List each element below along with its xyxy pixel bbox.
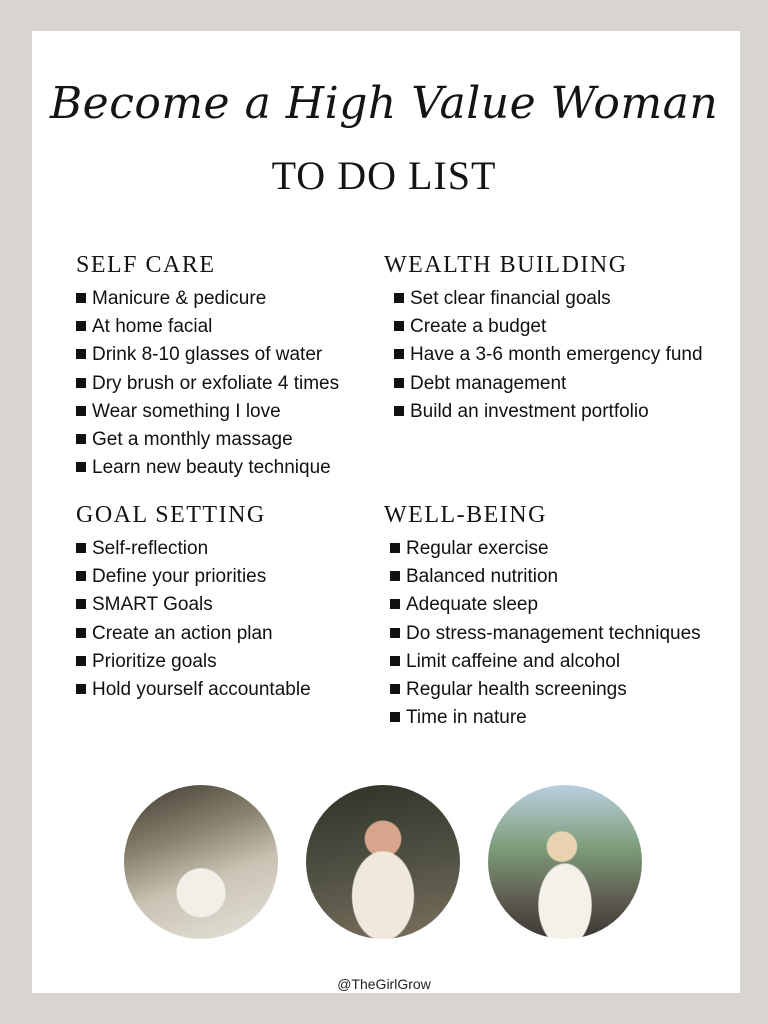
section-heading: WEALTH BUILDING bbox=[384, 252, 628, 278]
square-bullet-icon bbox=[390, 684, 400, 694]
list-item: Time in nature bbox=[384, 704, 701, 732]
square-bullet-icon bbox=[76, 462, 86, 472]
square-bullet-icon bbox=[390, 599, 400, 609]
list-item: Dry brush or exfoliate 4 times bbox=[76, 370, 339, 398]
list-item: Prioritize goals bbox=[76, 648, 311, 676]
square-bullet-icon bbox=[76, 684, 86, 694]
photo-circle-left bbox=[124, 785, 278, 939]
list-item: Self-reflection bbox=[76, 535, 311, 563]
list-item: Have a 3-6 month emergency fund bbox=[384, 341, 703, 369]
square-bullet-icon bbox=[390, 543, 400, 553]
square-bullet-icon bbox=[390, 656, 400, 666]
checklist bbox=[384, 285, 703, 426]
section-well-being bbox=[384, 502, 701, 732]
square-bullet-icon bbox=[76, 656, 86, 666]
list-item: At home facial bbox=[76, 313, 339, 341]
square-bullet-icon bbox=[76, 293, 86, 303]
square-bullet-icon bbox=[390, 712, 400, 722]
section-goal-setting bbox=[76, 502, 311, 704]
list-item: Set clear financial goals bbox=[384, 285, 703, 313]
checklist bbox=[76, 285, 339, 482]
list-item: Debt management bbox=[384, 370, 703, 398]
square-bullet-icon bbox=[76, 628, 86, 638]
list-item: Wear something I love bbox=[76, 398, 339, 426]
square-bullet-icon bbox=[394, 293, 404, 303]
list-item: Hold yourself accountable bbox=[76, 676, 311, 704]
list-item: Balanced nutrition bbox=[384, 563, 701, 591]
square-bullet-icon bbox=[76, 406, 86, 416]
social-handle: @TheGirlGrow bbox=[337, 976, 431, 992]
list-item: Regular health screenings bbox=[384, 676, 701, 704]
section-heading: GOAL SETTING bbox=[76, 502, 266, 528]
square-bullet-icon bbox=[394, 406, 404, 416]
square-bullet-icon bbox=[76, 321, 86, 331]
square-bullet-icon bbox=[76, 599, 86, 609]
list-item: Get a monthly massage bbox=[76, 426, 339, 454]
square-bullet-icon bbox=[76, 349, 86, 359]
checklist bbox=[76, 535, 311, 704]
list-item: Drink 8-10 glasses of water bbox=[76, 341, 339, 369]
list-item: Create a budget bbox=[384, 313, 703, 341]
photo-circle-center bbox=[306, 785, 460, 939]
square-bullet-icon bbox=[394, 378, 404, 388]
list-item: Limit caffeine and alcohol bbox=[384, 648, 701, 676]
square-bullet-icon bbox=[394, 349, 404, 359]
poster-title: Become a High Value Woman bbox=[49, 78, 719, 129]
square-bullet-icon bbox=[390, 571, 400, 581]
list-item: Do stress-management techniques bbox=[384, 620, 701, 648]
list-item: Learn new beauty technique bbox=[76, 454, 339, 482]
list-item: Create an action plan bbox=[76, 620, 311, 648]
list-item: Define your priorities bbox=[76, 563, 311, 591]
photo-circle-right bbox=[488, 785, 642, 939]
square-bullet-icon bbox=[76, 571, 86, 581]
poster-subtitle: TO DO LIST bbox=[271, 153, 497, 198]
list-item: Manicure & pedicure bbox=[76, 285, 339, 313]
checklist bbox=[384, 535, 701, 732]
section-heading: WELL-BEING bbox=[384, 502, 547, 528]
square-bullet-icon bbox=[76, 378, 86, 388]
section-wealth-building bbox=[384, 252, 703, 426]
list-item: Regular exercise bbox=[384, 535, 701, 563]
section-self-care bbox=[76, 252, 339, 482]
square-bullet-icon bbox=[76, 543, 86, 553]
section-heading: SELF CARE bbox=[76, 252, 216, 278]
square-bullet-icon bbox=[76, 434, 86, 444]
list-item: SMART Goals bbox=[76, 591, 311, 619]
square-bullet-icon bbox=[394, 321, 404, 331]
list-item: Build an investment portfolio bbox=[384, 398, 703, 426]
square-bullet-icon bbox=[390, 628, 400, 638]
list-item: Adequate sleep bbox=[384, 591, 701, 619]
